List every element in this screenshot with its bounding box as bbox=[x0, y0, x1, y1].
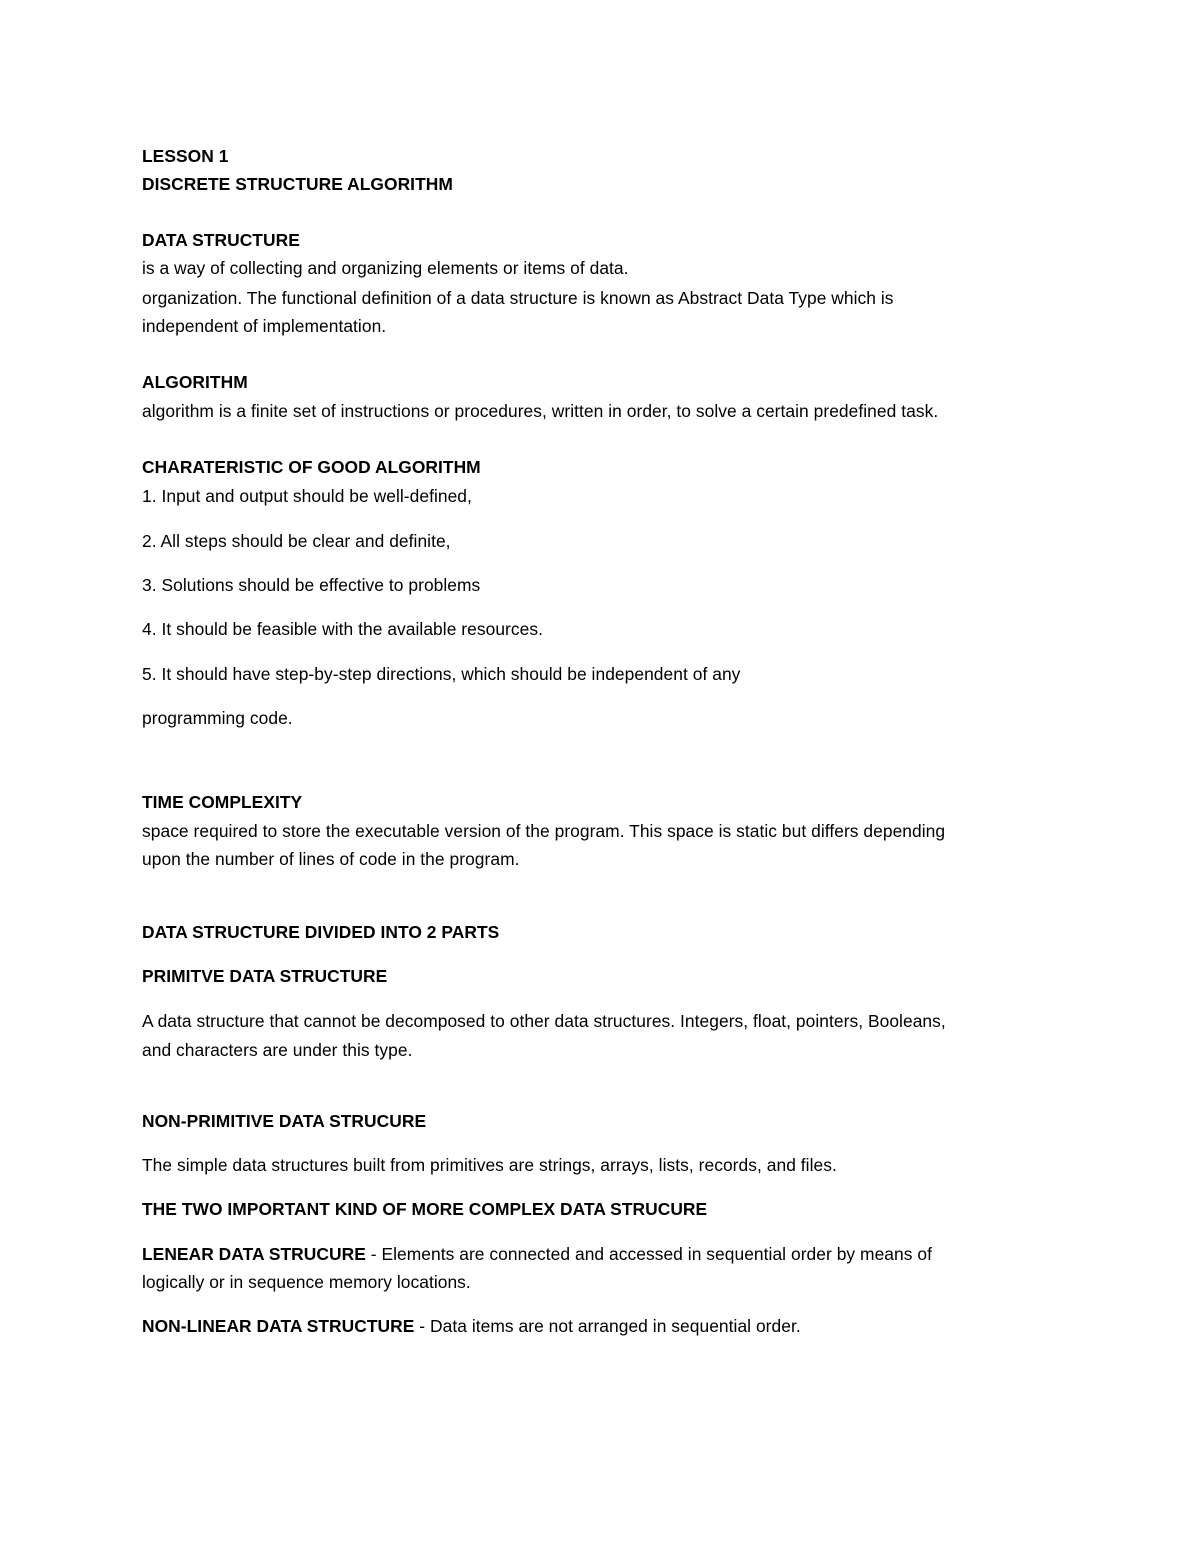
data-structure-text-line: is a way of collecting and organizing elements or items of data. bbox=[142, 258, 629, 278]
time-complexity-text-line: space required to store the executable version of the program. This space is static but differs depending bbox=[142, 821, 946, 841]
algorithm-heading: ALGORITHM bbox=[142, 372, 248, 392]
non-linear-text: - Data items are not arranged in sequential order. bbox=[414, 1316, 801, 1336]
good-algorithm-item: 5. It should have step-by-step directions, which should be independent of any bbox=[142, 664, 741, 684]
data-structure-text-line: independent of implementation. bbox=[142, 316, 387, 336]
non-primitive-heading: NON-PRIMITIVE DATA STRUCURE bbox=[142, 1111, 427, 1131]
algorithm-text: algorithm is a finite set of instructions or procedures, written in order, to solve a certain predefined task. bbox=[142, 401, 939, 421]
primitive-text-line: and characters are under this type. bbox=[142, 1040, 413, 1060]
data-structure-text-line: organization. The functional definition of a data structure is known as Abstract Data Type which is bbox=[142, 288, 894, 308]
parts-heading: DATA STRUCTURE DIVIDED INTO 2 PARTS bbox=[142, 922, 500, 942]
course-title: DISCRETE STRUCTURE ALGORITHM bbox=[142, 174, 453, 194]
primitive-heading: PRIMITVE DATA STRUCTURE bbox=[142, 966, 388, 986]
good-algorithm-item: 3. Solutions should be effective to problems bbox=[142, 575, 481, 595]
non-primitive-text: The simple data structures built from primitives are strings, arrays, lists, records, and files. bbox=[142, 1155, 837, 1175]
lesson-number: LESSON 1 bbox=[142, 146, 229, 166]
good-algorithm-item: 2. All steps should be clear and definite, bbox=[142, 531, 451, 551]
primitive-text-line: A data structure that cannot be decomposed to other data structures. Integers, float, pointers, Booleans, bbox=[142, 1011, 946, 1031]
good-algorithm-item: programming code. bbox=[142, 708, 293, 728]
time-complexity-heading: TIME COMPLEXITY bbox=[142, 792, 303, 812]
linear-text: - Elements are connected and accessed in sequential order by means of bbox=[365, 1244, 932, 1264]
linear-definition bbox=[142, 1243, 932, 1265]
non-linear-term: NON-LINEAR DATA STRUCTURE bbox=[142, 1316, 415, 1336]
complex-heading: THE TWO IMPORTANT KIND OF MORE COMPLEX DATA STRUCURE bbox=[142, 1199, 708, 1219]
time-complexity-text-line: upon the number of lines of code in the program. bbox=[142, 849, 520, 869]
linear-term: LENEAR DATA STRUCURE bbox=[142, 1244, 366, 1264]
linear-continuation: logically or in sequence memory locations. bbox=[142, 1272, 471, 1292]
non-linear-definition bbox=[142, 1315, 801, 1337]
data-structure-heading: DATA STRUCTURE bbox=[142, 230, 300, 250]
good-algorithm-item: 4. It should be feasible with the available resources. bbox=[142, 619, 543, 639]
good-algorithm-heading: CHARATERISTIC OF GOOD ALGORITHM bbox=[142, 457, 481, 477]
good-algorithm-item: 1. Input and output should be well-defined, bbox=[142, 486, 472, 506]
